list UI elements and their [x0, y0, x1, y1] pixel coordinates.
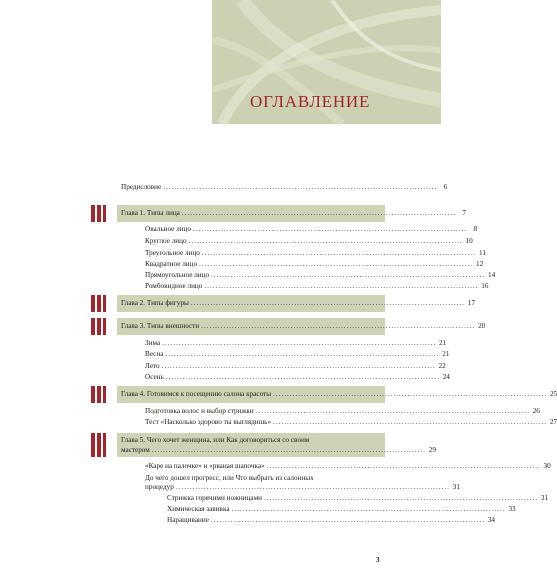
dot-leader: .................................................................................................. [193, 225, 468, 233]
toc-item[interactable] [145, 225, 478, 234]
dot-leader: .................................................................................................. [188, 237, 463, 245]
toc-chapter-2[interactable] [121, 299, 475, 308]
toc-label: Глава 4. Готовимся к посещению салона красоты [121, 390, 272, 398]
dot-leader: .................................................................................................. [151, 446, 426, 454]
chapter-marker [91, 205, 111, 222]
toc-label: Треугольное лицо [145, 249, 200, 257]
toc-chapter-5-line1[interactable]: Глава 5. Чего хочет женщина, или Как договориться со своим [121, 436, 310, 444]
toc-page: 6 [443, 183, 448, 191]
dot-leader: .................................................................................................. [266, 462, 541, 470]
toc-page: 10 [465, 237, 473, 245]
toc-item[interactable] [145, 271, 496, 280]
dot-leader: .................................................................................................. [199, 260, 474, 268]
toc-label: Глава 2. Типы фигуры [121, 299, 189, 307]
toc-page: 12 [475, 260, 484, 268]
dot-leader: .................................................................................................. [231, 505, 506, 513]
toc-page: 24 [442, 373, 450, 381]
toc-item[interactable] [145, 237, 473, 246]
toc-label: Наращивание [167, 516, 209, 524]
dot-leader: .................................................................................................. [181, 209, 456, 217]
toc-label: Химическая завивка [167, 505, 230, 513]
toc-label: Квадратное лицо [145, 260, 198, 268]
dot-leader: .................................................................................................. [210, 516, 486, 524]
dot-leader: .................................................................................................. [165, 373, 440, 381]
toc-label: Лето [145, 362, 160, 370]
toc-label: Предисловие [121, 183, 162, 191]
toc-page: 7 [462, 209, 466, 217]
toc-label: Весна [145, 350, 164, 358]
toc-page: 27 [549, 418, 557, 426]
dot-leader: .................................................................................................. [161, 362, 436, 370]
toc-page: 29 [428, 446, 436, 454]
toc-page: 21 [439, 339, 447, 347]
toc-label: Глава 1. Типы лица [121, 209, 180, 217]
chapter-marker [91, 433, 111, 457]
toc-label: процедур [145, 483, 174, 491]
toc-subitem[interactable] [167, 494, 549, 503]
toc-label: Тест «Насколько здорово ты выглядишь» [145, 418, 272, 426]
dot-leader: .................................................................................................. [190, 299, 465, 307]
dot-leader: .................................................................................................. [255, 407, 530, 415]
dot-leader: .................................................................................................. [162, 339, 437, 347]
toc-label: Осень [145, 373, 164, 381]
toc-item-line1[interactable]: До чего дошел прогресс, или Что выбрать из салонных [145, 474, 314, 482]
toc-preface[interactable] [121, 183, 448, 192]
dot-leader: .................................................................................................. [273, 390, 548, 398]
toc-chapter-5[interactable] [121, 446, 436, 455]
toc-page: 25 [549, 390, 557, 398]
toc-page: 14 [487, 271, 496, 279]
toc-page: 30 [543, 462, 551, 470]
toc-label: Овальное лицо [145, 225, 191, 233]
toc-label: Ромбовидное лицо [145, 282, 203, 290]
toc-item[interactable] [145, 418, 557, 427]
toc-page: 22 [438, 362, 446, 370]
dot-leader: .................................................................................................. [201, 249, 476, 257]
toc-item[interactable] [145, 350, 450, 359]
toc-item[interactable] [145, 282, 489, 291]
toc-page: 21 [442, 350, 450, 358]
toc-subitem[interactable] [167, 505, 516, 514]
toc-page: 26 [532, 407, 540, 415]
toc-subitem[interactable] [167, 516, 496, 525]
toc-page: 31 [540, 494, 549, 502]
toc-page: 31 [452, 483, 460, 491]
dot-leader: .................................................................................................. [204, 282, 479, 290]
toc-label: Глава 3. Типы внешности [121, 322, 200, 330]
toc-item[interactable] [145, 483, 460, 492]
toc-page: 34 [487, 516, 496, 524]
toc-label: Стрижка горячими ножницами [167, 494, 262, 502]
toc-page: 11 [479, 249, 486, 257]
toc-item[interactable] [145, 260, 484, 269]
toc-page: 33 [508, 505, 516, 513]
dot-leader: .................................................................................................. [273, 418, 548, 426]
toc-label: Зима [145, 339, 161, 347]
toc-page: 16 [481, 282, 489, 290]
toc-item[interactable] [145, 339, 447, 348]
toc-page: 17 [467, 299, 475, 307]
toc-chapter-4[interactable] [121, 390, 557, 399]
chapter-marker [91, 386, 111, 403]
chapter-marker [91, 295, 111, 312]
toc-item[interactable] [145, 407, 540, 416]
toc-page: 20 [478, 322, 486, 330]
toc-item[interactable] [145, 462, 551, 471]
dot-leader: .................................................................................................. [163, 183, 438, 191]
toc-item[interactable] [145, 362, 446, 371]
dot-leader: .................................................................................................. [263, 494, 539, 502]
toc-label: мастером [121, 446, 150, 454]
toc-item[interactable] [145, 249, 486, 258]
page-number: 3 [376, 556, 380, 564]
dot-leader: .................................................................................................. [211, 271, 486, 279]
dot-leader: .................................................................................................. [175, 483, 450, 491]
toc-chapter-1[interactable] [121, 209, 466, 218]
chapter-marker [91, 318, 111, 335]
page-title: ОГЛАВЛЕНИЕ [250, 92, 371, 111]
toc-label: Круглое лицо [145, 237, 187, 245]
toc-label: Подготовка волос и выбор стрижки [145, 407, 254, 415]
toc-chapter-3[interactable] [121, 322, 486, 331]
dot-leader: .................................................................................................. [201, 322, 476, 330]
toc-label: Прямоугольное лицо [145, 271, 210, 279]
dot-leader: .................................................................................................. [165, 350, 440, 358]
toc-item[interactable] [145, 373, 450, 382]
toc-label: «Каре на палочке» и «рваная шапочка» [145, 462, 265, 470]
toc-page: 8 [473, 225, 478, 233]
